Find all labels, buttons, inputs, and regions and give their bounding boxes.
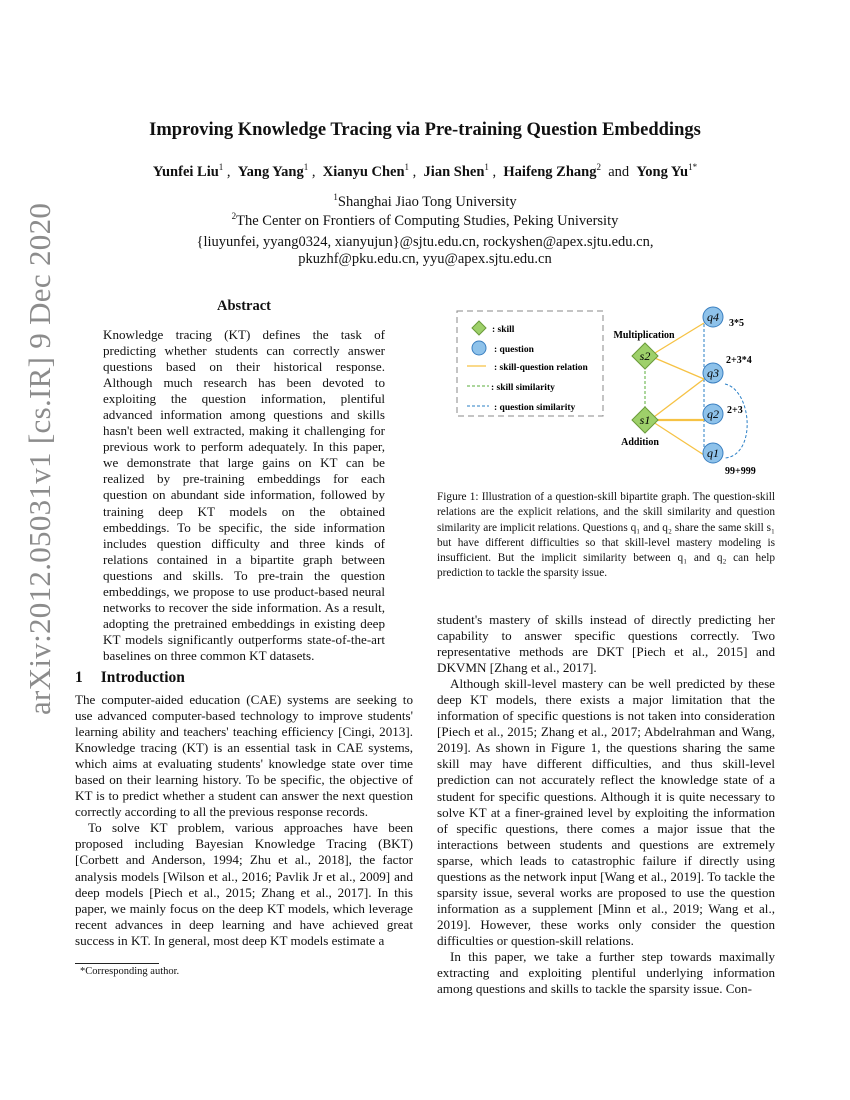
author-name: Yang Yang bbox=[237, 163, 304, 180]
paragraph: The computer-aided education (CAE) systems are seeking to use advanced computer-based technology to improve students' learning ability and teachers' teaching efficiency [Cingi, 2013]. Knowledge tracing (KT) is an essential task in CAE systems, which aims at evaluating students' knowledge state over time based on their learning history. To be specific, the objective of KT is to predict whether a student can answer the next question correctly according to all the previous response records. bbox=[75, 692, 413, 820]
author-affiliation-mark: 1* bbox=[688, 162, 698, 172]
abstract-heading: Abstract bbox=[217, 298, 271, 314]
section-number: 1 bbox=[75, 669, 83, 686]
paragraph: To solve KT problem, various approaches have been proposed including Bayesian Knowledge Tracing (BKT) [Corbett and Anderson, 1994; Zhu et al., 2018], the factor analysis models [Wilson et al., 2016; Pavlik Jr et al., 2009] and deep models [Piech et al., 2015; Zhang et al., 2017]. In this paper, we mainly focus on the deep KT models, which leverage recent advances in deep learning and have achieved great success in KT. In general, most deep KT models estimate a bbox=[75, 820, 413, 948]
skill-name: Addition bbox=[621, 437, 659, 448]
question-expression: 99+999 bbox=[725, 466, 756, 477]
question-node-q1 bbox=[703, 443, 723, 463]
abstract-text: Knowledge tracing (KT) defines the task of predicting whether students can correctly answer questions based on their historical response. Although much research has been devoted to exploiting the question information, plentiful advanced information among questions and skills hasn't been well extracted, making it challenging for previous work to perform adequately. In this paper, we demonstrate that large gains on KT can be realized by pre-training embeddings for each question on abundant side information, followed by training deep KT models on the obtained embeddings. To be specific, the side information includes question difficulty and three kinds of relations contained in a bipartite graph between questions and skills. To pre-train the question embeddings, we propose to use product-based neural networks to recover the side information. As a result, adopting the pretrained embeddings in existing deep KT models significantly outperforms state-of-the-art baselines on three common KT datasets. bbox=[103, 327, 385, 663]
arxiv-stamp: arXiv:2012.05031v1 [cs.IR] 9 Dec 2020 bbox=[22, 202, 57, 715]
question-similarity-edge bbox=[725, 384, 747, 458]
affiliation-number: 2 bbox=[231, 211, 237, 221]
affiliation-number: 1 bbox=[333, 192, 338, 202]
legend-label: : question similarity bbox=[494, 403, 576, 413]
figure-caption: Figure 1: Illustration of a question-skill bipartite graph. The question-skill relations are the explicit relations, and the skill similarity and question similarity are implicit relations. Questions q₁ and q₂ share the same skill s₁ but have different difficulties so that skill-level mastery modeling is insufficient. But the implicit similarity between q₁ and q₂ can help prediction to tackle the sparsity issue. bbox=[437, 491, 775, 580]
question-label: q2 bbox=[707, 407, 719, 421]
skill-legend-icon bbox=[472, 321, 486, 335]
author-name: Xianyu Chen bbox=[322, 163, 405, 180]
author-name: Jian Shen bbox=[423, 163, 485, 180]
email-line: {liuyunfei, yyang0324, xianyujun}@sjtu.edu.cn, rockyshen@apex.sjtu.edu.cn, bbox=[196, 234, 654, 250]
author-affiliation-mark: 2 bbox=[596, 162, 601, 172]
skill-name: Multiplication bbox=[613, 330, 675, 341]
author-affiliation-mark: 1 bbox=[484, 162, 489, 172]
question-node-q2 bbox=[703, 404, 723, 424]
figure-bipartite-graph bbox=[452, 305, 782, 485]
legend-label: : skill similarity bbox=[491, 383, 555, 393]
affiliation bbox=[0, 207, 850, 231]
skill-question-relations bbox=[650, 323, 704, 455]
and-word: and bbox=[608, 163, 630, 180]
paragraph: In this paper, we take a further step towards maximally extracting and exploiting plentiful underlying information among questions and skills to tackle the sparsity issue. Con- bbox=[437, 948, 775, 997]
author-affiliation-mark: 1 bbox=[218, 162, 224, 172]
footnote-rule bbox=[75, 963, 159, 964]
question-node-q3 bbox=[703, 363, 723, 383]
footnote: *Corresponding author. bbox=[80, 966, 180, 977]
question-expression: 2+3 bbox=[727, 405, 743, 416]
paper-title: Improving Knowledge Tracing via Pre-training Question Embeddings bbox=[149, 120, 701, 140]
author-list: Yunfei Liu$^1$ , Yang Yang$^1$ , Xianyu Chen$^1$ , Jian Shen$^1$ , Haifeng Zhang$^2$ and Yong $Yu^{1*}$ bbox=[152, 162, 698, 180]
skill-label: s1 bbox=[639, 413, 651, 427]
skill-label: s2 bbox=[639, 349, 651, 363]
affiliation-text: The Center on Frontiers of Computing Studies, Peking University bbox=[236, 212, 619, 229]
question-expression: 2+3*4 bbox=[726, 355, 752, 366]
section-title: Introduction bbox=[100, 669, 185, 686]
question-legend-icon bbox=[472, 341, 486, 355]
question-label: q1 bbox=[707, 446, 719, 460]
affiliation-text: Shanghai Jiao Tong University bbox=[337, 193, 517, 210]
author-name: Yunfei Liu bbox=[152, 163, 219, 180]
legend-label: : question bbox=[494, 345, 534, 355]
section-heading bbox=[75, 669, 203, 687]
question-node-q4 bbox=[703, 307, 723, 327]
legend-label: : skill bbox=[492, 325, 515, 335]
paragraph: Although skill-level mastery can be well predicted by these deep KT models, there exists a major limitation that the information of specific questions is not taken into consideration [Piech et al., 2015; Zhang et al., 2017; Abdelrahman and Wang, 2019]. As shown in Figure 1, the questions sharing the same skill may have different difficulties, and thus skill-level prediction can not accurately reflect the knowledge state of a student for specific questions. Although it is quite necessary to solve KT at a finer-grained level by exploiting the information of specific questions, there comes a major issue that the interactions between students and questions are extremely sparse, which leads to catastrophic failure if directly using questions as the network input [Wang et al., 2019]. To tackle the sparsity issue, several works are proposed to use the question information as a supplement [Minn et al., 2019; Wang et al., 2019]. However, these works only consider the question difficulties or question-skill relations. bbox=[437, 676, 775, 948]
author-name: Haifeng Zhang bbox=[503, 163, 597, 180]
author-name: Yong Yu bbox=[636, 163, 689, 180]
question-label: q4 bbox=[707, 310, 719, 324]
paragraph: student's mastery of skills instead of directly predicting her capability to answer specific questions correctly. Two representative methods are DKT [Piech et al., 2015] and DKVMN [Zhang et al., 2017]. bbox=[437, 612, 775, 676]
legend-label: : skill-question relation bbox=[494, 363, 588, 373]
question-label: q3 bbox=[707, 366, 719, 380]
author-affiliation-mark: 1 bbox=[404, 162, 410, 172]
question-expression: 3*5 bbox=[729, 318, 744, 329]
author-affiliation-mark: 1 bbox=[303, 162, 309, 172]
email-line: pkuzhf@pku.edu.cn, yyu@apex.sjtu.edu.cn bbox=[298, 251, 552, 267]
